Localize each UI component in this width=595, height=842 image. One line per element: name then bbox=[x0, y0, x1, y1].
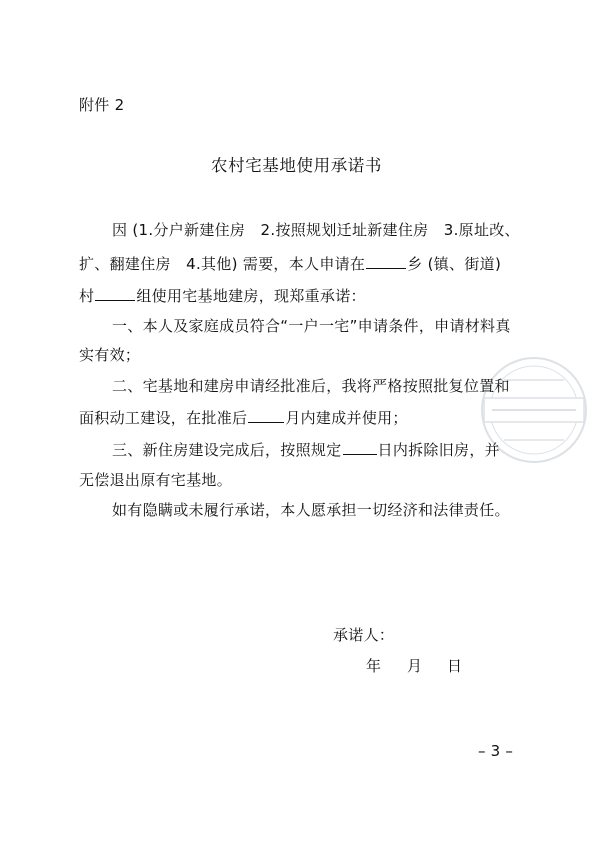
body-line-10: 如有隐瞒或未履行承诺，本人愿承担一切经济和法律责任。 bbox=[112, 501, 510, 519]
blank-township bbox=[366, 254, 406, 269]
body-line-2-text-a: 扩、翻建住房 4.其他) 需要，本人申请在 bbox=[79, 255, 366, 273]
body-line-4: 一、本人及家庭成员符合“一户一宅”申请条件，申请材料真 bbox=[112, 317, 511, 335]
body-line-7-text-b: 月内建成并使用； bbox=[285, 409, 408, 427]
body-line-1: 因 (1.分户新建住房 2.按照规划迁址新建住房 3.原址改、 bbox=[112, 221, 520, 239]
body-line-2 bbox=[79, 254, 501, 273]
signature-label: 承诺人： bbox=[333, 626, 395, 644]
body-line-3 bbox=[79, 286, 366, 305]
date-year: 年 bbox=[366, 657, 382, 675]
body-line-9: 无偿退出原有宅基地。 bbox=[79, 471, 233, 489]
date-month: 月 bbox=[407, 657, 423, 675]
body-line-6: 二、宅基地和建房申请经批准后，我将严格按照批复位置和 bbox=[112, 377, 510, 395]
blank-village bbox=[95, 286, 135, 301]
page-number: – 3 – bbox=[478, 742, 514, 760]
body-line-5: 实有效； bbox=[79, 346, 141, 364]
blank-days bbox=[343, 440, 377, 455]
body-line-8 bbox=[112, 440, 500, 459]
body-line-3-text-a: 村 bbox=[79, 287, 95, 305]
attachment-label: 附件 2 bbox=[79, 96, 125, 114]
body-line-2-text-b: 乡 (镇、街道) bbox=[407, 255, 502, 273]
document-title: 农村宅基地使用承诺书 bbox=[211, 156, 382, 175]
body-line-3-text-b: 组使用宅基地建房，现郑重承诺： bbox=[136, 287, 366, 305]
body-line-7 bbox=[79, 408, 408, 427]
blank-months bbox=[248, 408, 284, 423]
body-line-8-text-a: 三、新住房建设完成后，按照规定 bbox=[112, 441, 342, 459]
watermark-seal-icon bbox=[474, 350, 594, 470]
date-day: 日 bbox=[447, 657, 463, 675]
body-line-7-text-a: 面积动工建设，在批准后 bbox=[79, 409, 248, 427]
body-line-8-text-b: 日内拆除旧房，并 bbox=[377, 441, 500, 459]
